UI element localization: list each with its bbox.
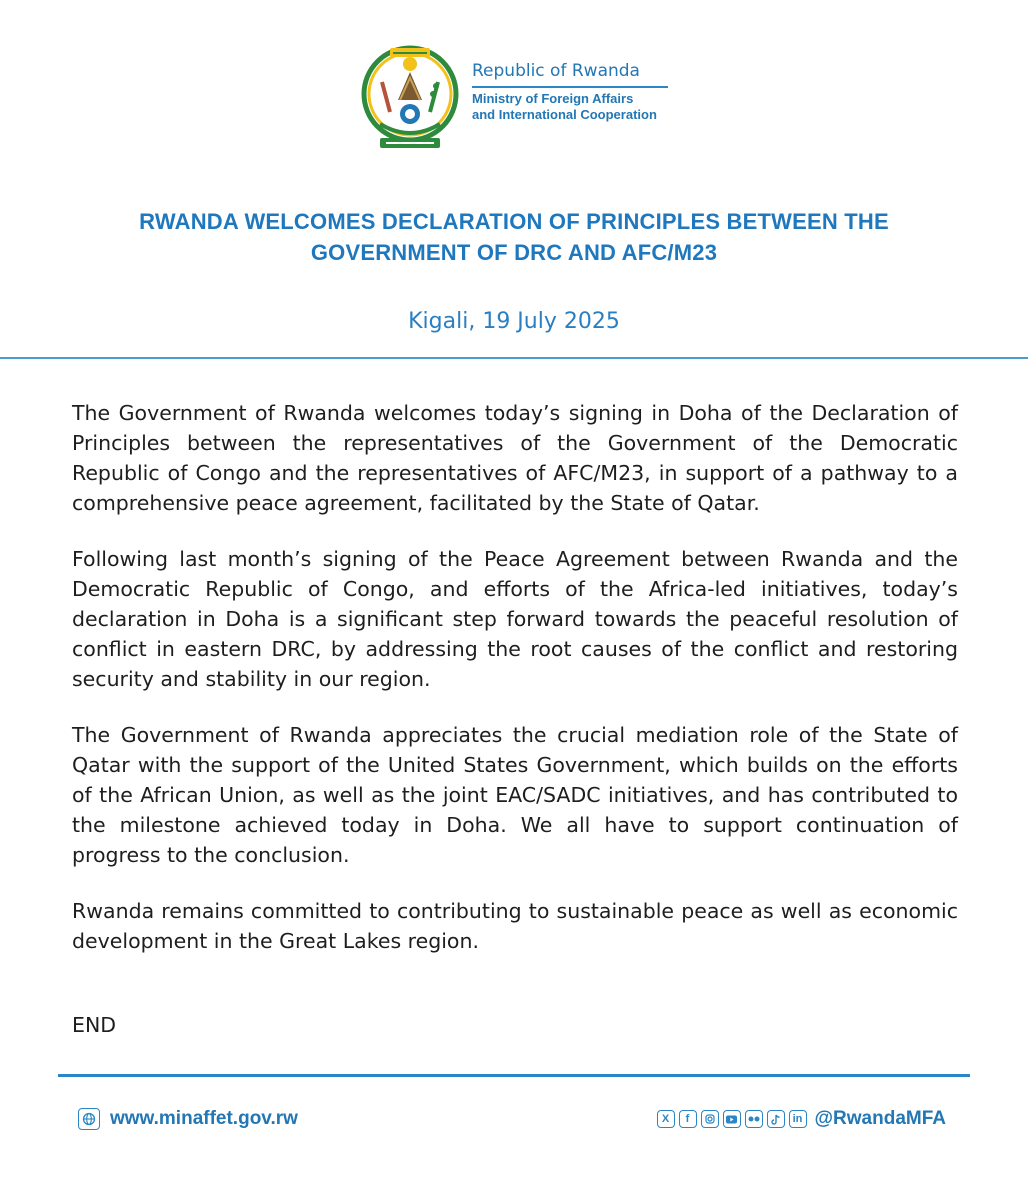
header-divider — [0, 357, 1028, 359]
instagram-icon[interactable] — [701, 1110, 719, 1128]
body-paragraph: Following last month’s signing of the Peace Agreement between Rwanda and the Democratic Republic of Congo, and efforts of the Africa-led initiatives, today’s declaration in Doha is a significant step forward towards the peaceful resolution of conflict in eastern DRC, by addressing the root causes of the conflict and restoring security and stability in our region. — [72, 547, 958, 691]
organization-block — [472, 60, 672, 123]
linkedin-icon[interactable]: in — [789, 1110, 807, 1128]
dateline: Kigali, 19 July 2025 — [408, 309, 620, 334]
footer-divider — [58, 1074, 970, 1077]
end-marker: END — [72, 1013, 117, 1037]
title-line2: GOVERNMENT OF DRC AND AFC/M23 — [310, 240, 718, 265]
website-link[interactable]: www.minaffet.gov.rw — [110, 1108, 298, 1129]
letterhead — [360, 42, 680, 162]
org-name: Republic of Rwanda — [472, 61, 640, 81]
facebook-icon[interactable]: f — [679, 1110, 697, 1128]
rwanda-coat-of-arms-logo — [360, 42, 460, 160]
body-paragraph: Rwanda remains committed to contributing to sustainable peace as well as economic development in the Great Lakes region. — [72, 899, 958, 953]
document-body — [72, 398, 958, 982]
ministry-line1: Ministry of Foreign Affairs — [472, 91, 634, 106]
globe-icon — [78, 1108, 100, 1130]
x-icon[interactable]: X — [657, 1110, 675, 1128]
youtube-icon[interactable] — [723, 1110, 741, 1128]
title-line1: RWANDA WELCOMES DECLARATION OF PRINCIPLES BETWEEN THE — [139, 209, 889, 234]
flickr-icon[interactable] — [745, 1110, 763, 1128]
footer-website[interactable] — [78, 1104, 298, 1134]
document-title — [60, 206, 968, 268]
social-handle[interactable]: @RwandaMFA — [814, 1108, 946, 1129]
body-paragraph: The Government of Rwanda welcomes today’s signing in Doha of the Declaration of Principles between the representatives of the Government of the Democratic Republic of Congo and the representatives of AFC/M23, in support of a pathway to a comprehensive peace agreement, facilitated by the State of Qatar. — [72, 401, 958, 515]
org-divider — [472, 86, 668, 88]
body-paragraph: The Government of Rwanda appreciates the crucial mediation role of the State of Qatar with the support of the United States Government, which builds on the efforts of the African Union, as well as the joint EAC/SADC initiatives, and has contributed to the milestone achieved today in Doha. We all have to support continuation of progress to the conclusion. — [72, 723, 958, 867]
ministry-line2: and International Cooperation — [472, 107, 657, 122]
footer-social — [657, 1104, 946, 1134]
tiktok-icon[interactable] — [767, 1110, 785, 1128]
